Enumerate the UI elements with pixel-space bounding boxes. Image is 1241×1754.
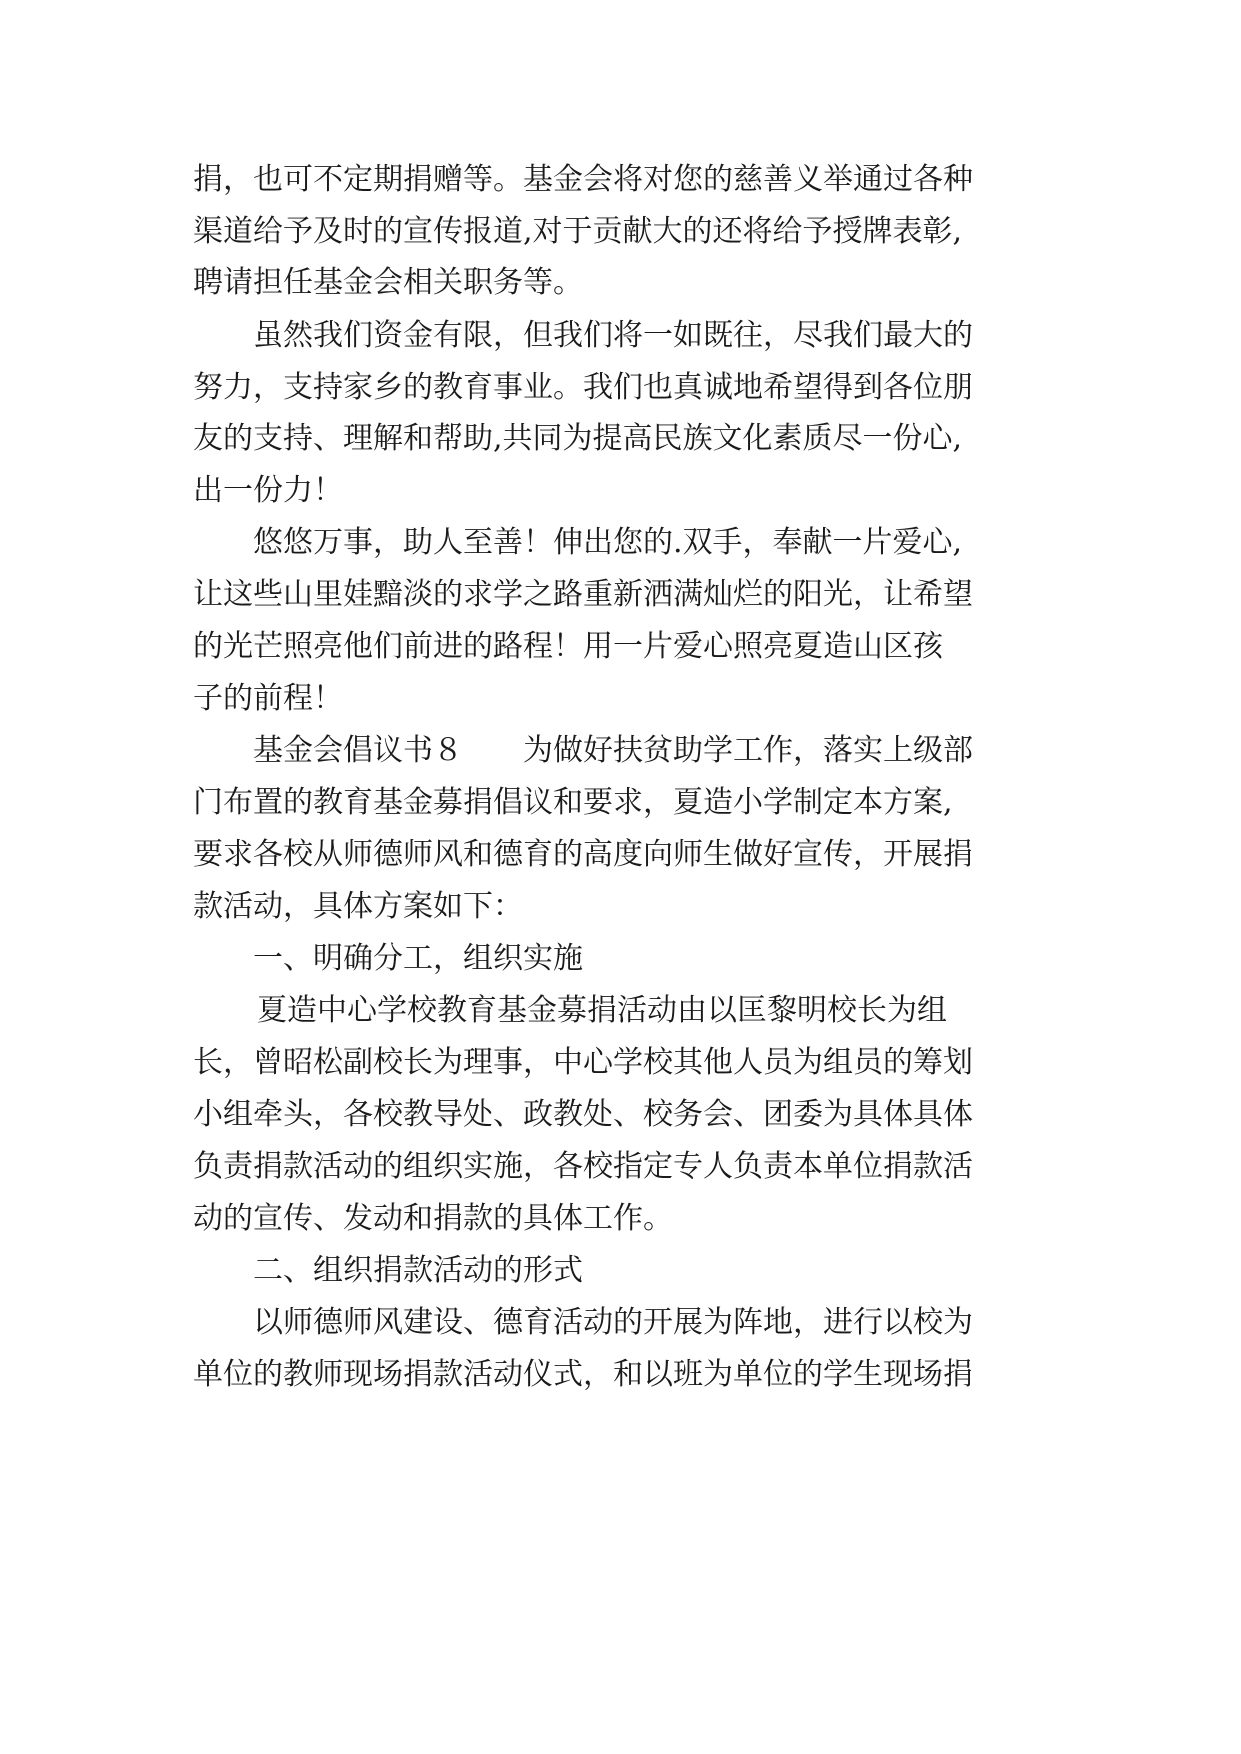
text-line: 捐，也可不定期捐赠等。基金会将对您的慈善义举通过各种 [193,162,973,197]
text-line: 长，曾昭松副校长为理事，中心学校其他人员为组员的筹划 [193,1045,973,1080]
text-line: 门布置的教育基金募捐倡议和要求，夏造小学制定本方案, [193,785,953,820]
text-line: 要求各校从师德师风和德育的高度向师生做好宣传，开展捐 [193,837,973,872]
text-line: 渠道给予及时的宣传报道,对于贡献大的还将给予授牌表彰, [193,214,963,249]
text-line: 努力，支持家乡的教育事业。我们也真诚地希望得到各位朋 [193,370,973,405]
text-line: 聘请担任基金会相关职务等。 [193,265,583,300]
text-line: 出一份力！ [193,473,343,508]
text-line: 子的前程！ [193,681,343,716]
section-heading: 二、组织捐款活动的形式 [253,1253,583,1288]
text-line: 虽然我们资金有限，但我们将一如既往，尽我们最大的 [253,318,973,353]
text-line: 单位的教师现场捐款活动仪式，和以班为单位的学生现场捐 [193,1357,973,1392]
text-line: 悠悠万事，助人至善！伸出您的.双手，奉献一片爱心, [253,525,963,560]
text-line: 以师德师风建设、德育活动的开展为阵地，进行以校为 [253,1305,973,1340]
text-line: 款活动，具体方案如下： [193,889,523,924]
text-line: 夏造中心学校教育基金募捐活动由以匡黎明校长为组 [257,993,947,1028]
text-line: 基金会倡议书８ 为做好扶贫助学工作，落实上级部 [253,733,973,768]
text-line: 动的宣传、发动和捐款的具体工作。 [193,1201,673,1236]
text-line: 小组牵头，各校教导处、政教处、校务会、团委为具体具体 [193,1097,973,1132]
text-line: 让这些山里娃黯淡的求学之路重新洒满灿烂的阳光，让希望 [193,577,973,612]
text-line: 的光芒照亮他们前进的路程！用一片爱心照亮夏造山区孩 [193,629,943,664]
section-heading: 一、明确分工，组织实施 [253,941,583,976]
text-line: 友的支持、理解和帮助,共同为提高民族文化素质尽一份心, [193,421,963,456]
text-line: 负责捐款活动的组织实施，各校指定专人负责本单位捐款活 [193,1149,973,1184]
